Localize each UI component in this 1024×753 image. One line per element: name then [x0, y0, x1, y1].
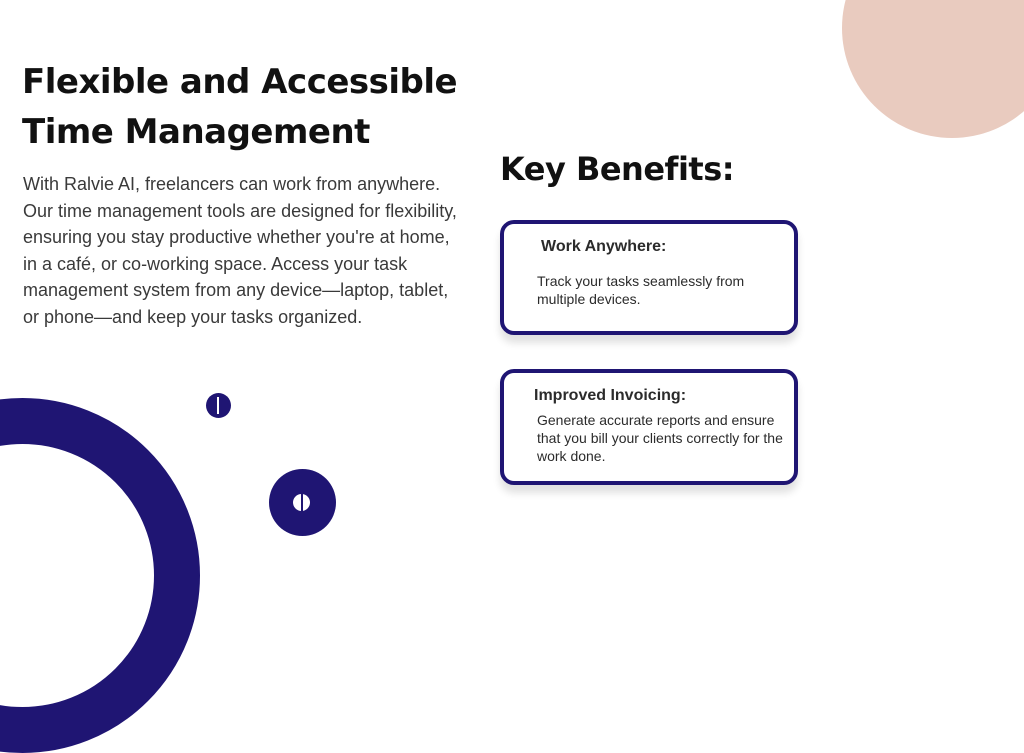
- decorative-peach-circle: [842, 0, 1024, 138]
- decorative-small-dot: [206, 393, 231, 418]
- slide-title-line-2: Time Management: [22, 112, 370, 152]
- benefit-card-improved-invoicing: [500, 369, 798, 485]
- slide-title-line-1: Flexible and Accessible: [22, 62, 458, 102]
- slide-title: [22, 57, 492, 157]
- decorative-medium-ring: [269, 469, 336, 536]
- benefits-heading: Key Benefits:: [500, 150, 735, 188]
- benefit-card-title: Improved Invoicing:: [534, 387, 687, 404]
- benefit-card-text: Track your tasks seamlessly from multiple devices.: [537, 273, 745, 307]
- benefit-card-title: Work Anywhere:: [541, 238, 667, 255]
- slide-body-text: With Ralvie AI, freelancers can work from anywhere. Our time management tools are designed for flexibility, ensuring you stay productive whether you're at home, in a café, or co-working space. Access your task management system from any device—laptop, tablet, or phone—and keep your tasks organized.: [23, 174, 457, 327]
- benefit-card-work-anywhere: [500, 220, 798, 335]
- benefit-card-text: Generate accurate reports and ensure that you bill your clients correctly for the work done.: [537, 412, 783, 464]
